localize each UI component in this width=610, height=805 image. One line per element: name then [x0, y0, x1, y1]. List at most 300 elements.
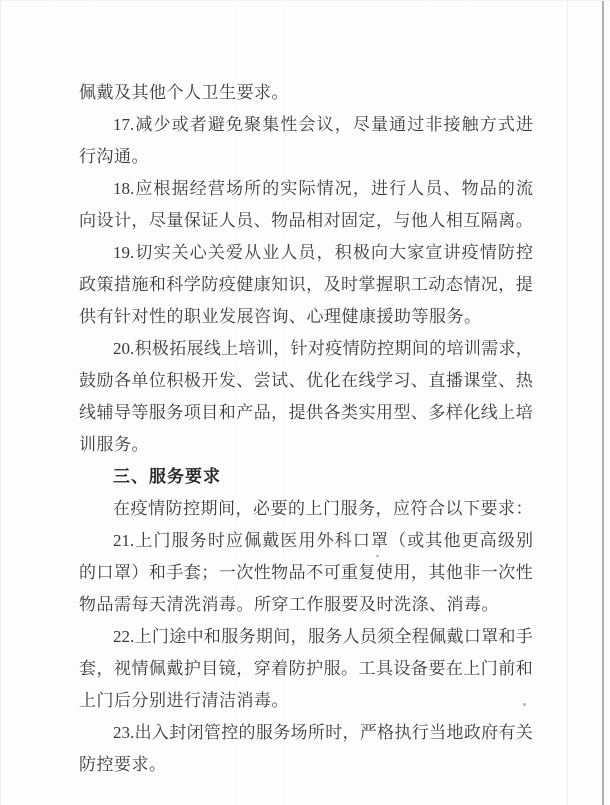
text-line	[79, 365, 533, 397]
glyph: 可	[323, 563, 341, 582]
glyph: 疫	[461, 243, 479, 262]
glyph: 提	[515, 275, 533, 294]
glyph: 员	[236, 211, 254, 230]
glyph: 期	[394, 339, 412, 358]
glyph: 多	[428, 403, 446, 422]
glyph: 极	[352, 243, 370, 262]
glyph: 17.	[113, 115, 135, 134]
glyph: 切	[135, 243, 153, 262]
glyph: 当	[429, 723, 447, 742]
glyph: 品	[288, 211, 306, 230]
glyph: 相	[306, 211, 324, 230]
glyph: 护	[306, 659, 324, 678]
glyph: 更	[461, 531, 479, 550]
glyph: ，	[410, 563, 428, 582]
glyph: 用	[375, 403, 393, 422]
glyph: 服	[307, 627, 325, 646]
glyph: 策	[96, 275, 114, 294]
glyph: 口	[352, 531, 370, 550]
glyph: 线	[358, 371, 376, 390]
glyph: 、	[253, 211, 271, 230]
glyph: 的	[497, 179, 515, 198]
glyph: 口	[96, 563, 114, 582]
glyph: 提	[288, 403, 306, 422]
glyph: 通	[389, 115, 407, 134]
glyph: 爱	[226, 243, 243, 262]
glyph: 、	[236, 371, 254, 390]
glyph: 情	[479, 243, 497, 262]
text-line: 佩戴及其他个人卫生要求。	[79, 83, 289, 102]
glyph: 尝	[253, 371, 271, 390]
glyph: 定	[358, 211, 376, 230]
text-line	[79, 397, 533, 429]
glyph: 地	[446, 723, 464, 742]
glyph: 行	[411, 723, 429, 742]
glyph: 发	[218, 371, 236, 390]
section-heading: 三、服务要求	[113, 467, 221, 486]
glyph: 识	[288, 275, 306, 294]
glyph: 对	[323, 211, 341, 230]
glyph: ，	[515, 339, 533, 358]
glyph: 疫	[325, 339, 343, 358]
glyph: 的	[429, 339, 447, 358]
glyph: 供	[306, 403, 324, 422]
glyph: 上	[134, 627, 152, 646]
glyph: 位	[148, 371, 166, 390]
glyph: 程	[411, 627, 429, 646]
glyph: 证	[201, 211, 219, 230]
glyph: 品	[479, 179, 497, 198]
glyph: 须	[377, 627, 395, 646]
scan-speck	[523, 703, 526, 706]
glyph: 不	[306, 563, 324, 582]
glyph: 关	[207, 243, 225, 262]
glyph: 积	[166, 371, 184, 390]
glyph: ，	[375, 211, 393, 230]
scan-artifact-page-edge-line	[602, 1, 604, 805]
glyph: 防	[359, 339, 377, 358]
glyph: 行	[389, 179, 407, 198]
glyph: 减	[135, 115, 153, 134]
glyph: 。	[341, 659, 359, 678]
glyph: 应	[226, 531, 243, 550]
glyph: ，	[236, 659, 254, 678]
glyph: 学	[183, 275, 201, 294]
glyph: 各	[113, 371, 131, 390]
glyph: 接	[443, 115, 461, 134]
glyph: 别	[516, 531, 533, 550]
glyph: 人	[280, 243, 298, 262]
glyph: 相	[445, 211, 463, 230]
glyph: 宣	[425, 243, 443, 262]
glyph: 会	[298, 115, 316, 134]
glyph: 门	[151, 627, 169, 646]
glyph: 握	[375, 275, 393, 294]
text-line	[79, 653, 533, 685]
glyph: 心	[189, 243, 207, 262]
text-line	[79, 525, 533, 557]
text-line	[79, 173, 533, 205]
glyph: 镜	[218, 659, 236, 678]
glyph: 堂	[480, 371, 498, 390]
glyph: 服	[148, 403, 166, 422]
glyph: 况	[480, 275, 498, 294]
glyph: 关	[171, 243, 189, 262]
text-line	[79, 237, 533, 269]
glyph: ，	[96, 659, 114, 678]
glyph: 罩	[113, 563, 131, 582]
glyph: 保	[183, 211, 201, 230]
glyph: 励	[96, 371, 114, 390]
glyph: 闭	[186, 723, 204, 742]
glyph: 措	[113, 275, 131, 294]
glyph: 进	[516, 115, 533, 134]
glyph: 实	[280, 179, 298, 198]
glyph: 务	[166, 403, 184, 422]
glyph: 场	[290, 723, 308, 742]
glyph: 施	[131, 275, 149, 294]
glyph: 课	[463, 371, 481, 390]
glyph: 性	[280, 115, 298, 134]
glyph: 服	[255, 723, 273, 742]
glyph: 直	[428, 371, 446, 390]
glyph: 实	[358, 403, 376, 422]
glyph: 手	[166, 563, 184, 582]
glyph: 务	[189, 531, 207, 550]
glyph: 优	[306, 371, 324, 390]
text-line	[79, 557, 533, 589]
glyph: 次	[236, 563, 254, 582]
glyph: 产	[236, 403, 254, 422]
glyph: 情	[131, 659, 149, 678]
glyph: 辅	[96, 403, 114, 422]
glyph: 戴	[446, 627, 464, 646]
glyph: 物	[461, 179, 479, 198]
glyph: 及	[323, 275, 341, 294]
glyph: ，	[131, 211, 149, 230]
text-line	[79, 109, 533, 141]
glyph: 封	[169, 723, 187, 742]
glyph: 动	[428, 275, 446, 294]
glyph: 穿	[253, 659, 271, 678]
glyph: 根	[153, 179, 171, 198]
glyph: 控	[221, 723, 239, 742]
glyph: 医	[280, 531, 298, 550]
glyph: 免	[226, 115, 243, 134]
glyph: 避	[207, 115, 225, 134]
glyph: 集	[262, 115, 280, 134]
glyph: 情	[342, 339, 360, 358]
glyph: 。	[515, 211, 533, 230]
glyph: 训	[463, 339, 481, 358]
glyph: 态	[445, 275, 463, 294]
glyph: 目	[201, 659, 219, 678]
glyph: 门	[480, 659, 498, 678]
glyph: 各	[323, 403, 341, 422]
glyph: 展	[186, 339, 204, 358]
glyph: 人	[218, 211, 236, 230]
glyph: 视	[113, 659, 131, 678]
glyph: 期	[255, 627, 273, 646]
glyph: 府	[481, 723, 499, 742]
glyph: 样	[445, 403, 463, 422]
glyph: 据	[171, 179, 189, 198]
glyph: 政	[463, 723, 481, 742]
glyph: 、	[443, 179, 461, 198]
glyph: 外	[316, 531, 334, 550]
glyph: 防	[497, 243, 515, 262]
glyph: 员	[298, 243, 316, 262]
glyph: 或	[171, 115, 189, 134]
glyph: 上	[463, 659, 481, 678]
glyph: 针	[290, 339, 308, 358]
glyph: 护	[183, 659, 201, 678]
glyph: 量	[371, 115, 388, 134]
glyph: 罩	[481, 627, 499, 646]
glyph: 戴	[262, 531, 280, 550]
glyph: 线	[203, 339, 221, 358]
glyph: 备	[410, 659, 428, 678]
glyph: 工	[410, 275, 428, 294]
glyph: 人	[407, 179, 425, 198]
glyph: 执	[394, 723, 412, 742]
glyph: 播	[445, 371, 463, 390]
glyph: 互	[463, 211, 481, 230]
glyph: 议	[316, 115, 334, 134]
text-line	[79, 717, 533, 749]
glyph: 者	[189, 115, 207, 134]
glyph: 线	[480, 403, 498, 422]
glyph: 服	[323, 659, 341, 678]
glyph: 性	[515, 563, 533, 582]
glyph: 固	[341, 211, 359, 230]
glyph: 手	[515, 627, 533, 646]
glyph: 线	[79, 403, 96, 422]
glyph: 的	[79, 563, 96, 582]
glyph: 情	[463, 275, 481, 294]
glyph: 20.	[113, 339, 135, 358]
glyph: 向	[371, 243, 388, 262]
glyph: ，	[273, 339, 291, 358]
glyph: 套	[183, 563, 201, 582]
glyph: 和	[148, 563, 166, 582]
glyph: 人	[342, 627, 360, 646]
glyph: 高	[479, 531, 497, 550]
glyph: 和	[515, 659, 533, 678]
text-line: 在疫情防控期间，必要的上门服务，应符合以下要求：	[113, 499, 533, 518]
glyph: 23.	[113, 723, 135, 742]
glyph: 门	[153, 531, 171, 550]
glyph: 业	[262, 243, 280, 262]
glyph: 需	[481, 339, 499, 358]
glyph: 21.	[113, 531, 135, 550]
glyph: ，	[352, 179, 370, 198]
glyph: 佩	[244, 531, 262, 550]
glyph: 他	[443, 531, 461, 550]
glyph: 政	[79, 275, 96, 294]
glyph: 健	[236, 275, 254, 294]
glyph: 务	[273, 723, 291, 742]
glyph: 一	[218, 563, 236, 582]
glyph: 场	[226, 179, 243, 198]
glyph: 次	[498, 563, 516, 582]
glyph: 应	[135, 179, 153, 198]
scan-speck	[376, 555, 379, 557]
glyph: 用	[298, 531, 316, 550]
glyph: 物	[271, 563, 289, 582]
glyph: 时	[325, 723, 343, 742]
glyph: 着	[271, 659, 289, 678]
glyph: 和	[203, 627, 221, 646]
glyph: 隔	[480, 211, 498, 230]
glyph: 极	[151, 339, 169, 358]
glyph: 设	[393, 659, 411, 678]
glyph: 的	[238, 723, 256, 742]
glyph: 品	[288, 563, 306, 582]
glyph: 服	[221, 627, 239, 646]
glyph: ）	[131, 563, 149, 582]
glyph: 求	[498, 339, 516, 358]
glyph: 具	[375, 659, 393, 678]
glyph: 、	[498, 371, 516, 390]
glyph: ，	[271, 403, 289, 422]
glyph: 拓	[169, 339, 187, 358]
glyph: 前	[498, 659, 516, 678]
glyph: 防	[288, 659, 306, 678]
glyph: 、	[410, 403, 428, 422]
glyph: 单	[131, 371, 149, 390]
glyph: 少	[153, 115, 171, 134]
glyph: 控	[377, 339, 395, 358]
glyph: 的	[262, 179, 280, 198]
glyph: 热	[515, 371, 533, 390]
glyph: 际	[298, 179, 316, 198]
glyph: 讲	[443, 243, 461, 262]
glyph: 关	[515, 723, 533, 742]
glyph: 、	[410, 371, 428, 390]
glyph: 与	[393, 211, 411, 230]
glyph: 防	[201, 275, 219, 294]
glyph: 18.	[113, 179, 135, 198]
glyph: 出	[134, 723, 152, 742]
glyph: ，	[334, 115, 352, 134]
glyph: 人	[428, 211, 446, 230]
glyph: 品	[253, 403, 271, 422]
glyph: 家	[407, 243, 425, 262]
text-line: 物品需每天清洗消毒。所穿工作服要及时洗涤、消毒。	[79, 595, 499, 614]
glyph: 开	[201, 371, 219, 390]
glyph: 在	[341, 371, 359, 390]
glyph: 培	[515, 403, 533, 422]
glyph: 科	[334, 531, 352, 550]
glyph: 时	[207, 531, 225, 550]
glyph: 康	[253, 275, 271, 294]
glyph: 格	[377, 723, 395, 742]
glyph: 口	[463, 627, 481, 646]
glyph: 佩	[429, 627, 447, 646]
glyph: 试	[271, 371, 289, 390]
glyph: 知	[271, 275, 289, 294]
text-line: 上门后分别进行清洁消毒。	[79, 691, 289, 710]
glyph: 方	[479, 115, 497, 134]
glyph: 其	[425, 531, 443, 550]
text-line: 训服务。	[79, 435, 149, 454]
glyph: 尽	[352, 115, 370, 134]
glyph: 鼓	[79, 371, 96, 390]
glyph: 上	[498, 403, 516, 422]
glyph: 触	[461, 115, 479, 134]
glyph: 佩	[148, 659, 166, 678]
glyph: 培	[446, 339, 464, 358]
glyph: 化	[323, 371, 341, 390]
text-line	[79, 621, 533, 653]
glyph: 务	[325, 627, 343, 646]
glyph: 聚	[244, 115, 262, 134]
glyph: 进	[371, 179, 388, 198]
glyph: 一	[480, 563, 498, 582]
text-line: 供有针对性的职业发展咨询、心理健康援助等服务。	[79, 307, 482, 326]
glyph: 员	[359, 627, 377, 646]
glyph: 严	[359, 723, 377, 742]
glyph: 在	[445, 659, 463, 678]
glyph: 况	[334, 179, 352, 198]
glyph: 或	[407, 531, 425, 550]
glyph: 学	[375, 371, 393, 390]
glyph: 所	[244, 179, 262, 198]
glyph: 掌	[358, 275, 376, 294]
glyph: 其	[428, 563, 446, 582]
glyph: 他	[410, 211, 428, 230]
glyph: 套	[79, 659, 96, 678]
glyph: 极	[183, 371, 201, 390]
glyph: 19.	[113, 243, 135, 262]
scan-artifact-faint-line	[567, 1, 568, 805]
text-line: 行沟通。	[79, 147, 149, 166]
glyph: 途	[169, 627, 187, 646]
glyph: 过	[407, 115, 425, 134]
glyph: 情	[316, 179, 334, 198]
glyph: 流	[516, 179, 533, 198]
text-line	[79, 205, 533, 237]
glyph: 培	[238, 339, 256, 358]
glyph: （	[389, 531, 407, 550]
glyph: 离	[498, 211, 516, 230]
glyph: 化	[463, 403, 481, 422]
glyph: 性	[253, 563, 271, 582]
glyph: 导	[113, 403, 131, 422]
glyph: 设	[96, 211, 114, 230]
glyph: 间	[273, 627, 291, 646]
glyph: 用	[393, 563, 411, 582]
glyph: ；	[201, 563, 219, 582]
glyph: 使	[375, 563, 393, 582]
glyph: 非	[425, 115, 443, 134]
glyph: 入	[151, 723, 169, 742]
glyph: 他	[445, 563, 463, 582]
glyph: 科	[166, 275, 184, 294]
glyph: 有	[498, 723, 516, 742]
text-line: 防控要求。	[79, 755, 167, 774]
glyph: 控	[516, 243, 533, 262]
glyph: 物	[271, 211, 289, 230]
glyph: 经	[189, 179, 207, 198]
glyph: 中	[186, 627, 204, 646]
document-body	[79, 77, 533, 781]
glyph: 向	[79, 211, 96, 230]
glyph: 对	[307, 339, 325, 358]
glyph: ，	[290, 627, 308, 646]
glyph: 型	[393, 403, 411, 422]
